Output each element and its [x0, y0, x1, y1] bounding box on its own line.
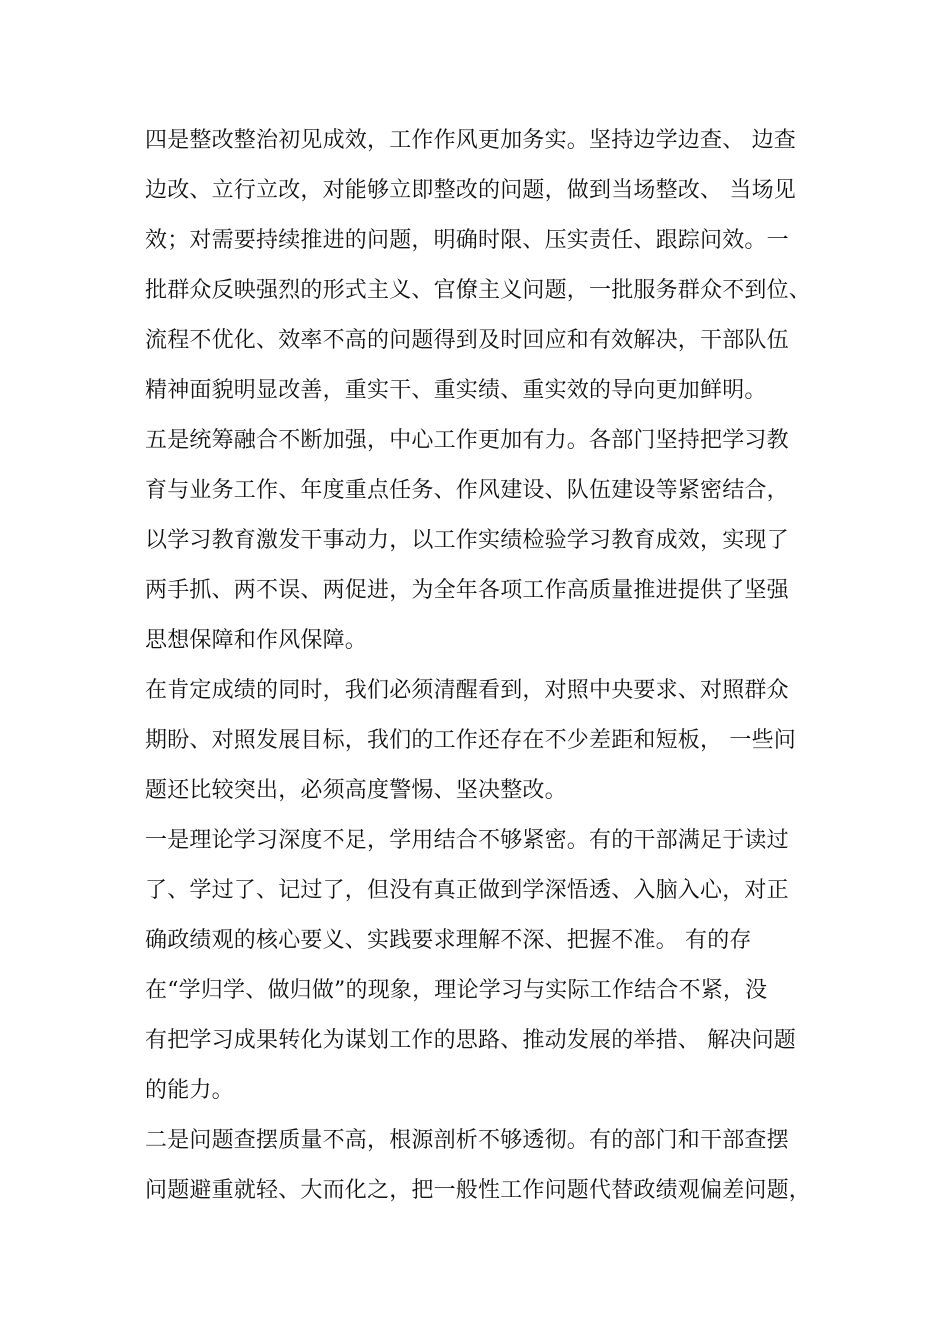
text-line: 效；对需要持续推进的问题，明确时限、压实责任、跟踪问效。一	[145, 228, 789, 253]
text-line: 在“学归学、做归做”的现象，理论学习与实际工作结合不紧，没	[145, 978, 768, 1003]
paragraph-shortcomings-intro	[145, 669, 815, 819]
text-line: 一是理论学习深度不足，学用结合不够紧密。有的干部满足于读过	[145, 828, 789, 853]
document-body	[145, 119, 815, 1219]
text-line: 精神面貌明显改善，重实干、重实绩、重实效的导向更加鲜明。	[145, 378, 767, 403]
text-line: 边改、立行立改，对能够立即整改的问题，做到当场整改、 当场见	[145, 178, 796, 203]
text-line: 以学习教育激发干事动力，以工作实绩检验学习教育成效，实现了	[145, 528, 789, 553]
text-line: 流程不优化、效率不高的问题得到及时回应和有效解决，干部队伍	[145, 328, 789, 353]
text-line: 批群众反映强烈的形式主义、官僚主义问题，一批服务群众不到位、	[145, 278, 812, 303]
text-line: 确政绩观的核心要义、实践要求理解不深、把握不准。 有的存	[145, 928, 752, 953]
paragraph-theory-study	[145, 819, 815, 1119]
text-line: 问题避重就轻、大而化之，把一般性工作问题代替政绩观偏差问题，	[145, 1178, 812, 1203]
text-line: 五是统筹融合不断加强，中心工作更加有力。各部门坚持把学习教	[145, 428, 789, 453]
paragraph-rectification	[145, 119, 815, 419]
text-line: 期盼、对照发展目标，我们的工作还存在不少差距和短板， 一些问	[145, 728, 796, 753]
text-line: 的能力。	[145, 1078, 234, 1103]
text-line: 了、学过了、记过了，但没有真正做到学深悟透、入脑入心，对正	[145, 878, 789, 903]
paragraph-integration	[145, 419, 815, 669]
paragraph-problem-review	[145, 1119, 815, 1219]
text-line: 二是问题查摆质量不高，根源剖析不够透彻。有的部门和干部查摆	[145, 1128, 789, 1153]
text-line: 在肯定成绩的同时，我们必须清醒看到，对照中央要求、对照群众	[145, 678, 789, 703]
text-line: 四是整改整治初见成效，工作作风更加务实。坚持边学边查、 边查	[145, 128, 796, 153]
text-line: 思想保障和作风保障。	[145, 628, 368, 653]
text-line: 题还比较突出，必须高度警惕、坚决整改。	[145, 778, 567, 803]
text-line: 育与业务工作、年度重点任务、作风建设、队伍建设等紧密结合，	[145, 478, 789, 503]
text-line: 两手抓、两不误、两促进，为全年各项工作高质量推进提供了坚强	[145, 578, 789, 603]
text-line: 有把学习成果转化为谋划工作的思路、推动发展的举措、 解决问题	[145, 1028, 796, 1053]
